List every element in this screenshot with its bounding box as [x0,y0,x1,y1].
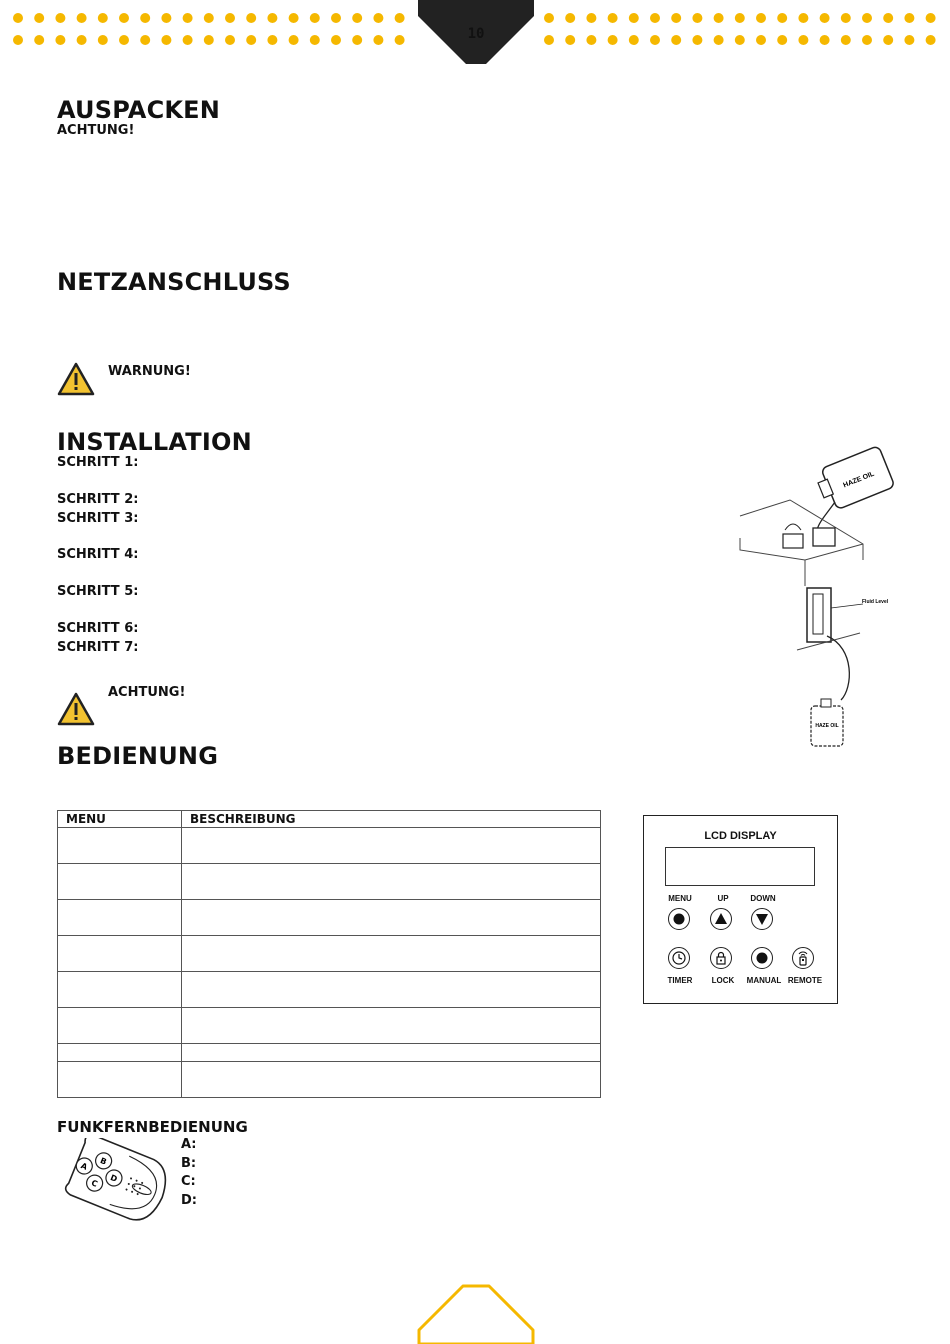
header-dot [586,35,596,45]
header-dot [13,13,23,23]
section-title-installation: INSTALLATION [57,428,252,456]
header-dot [820,13,830,23]
header-dot [373,13,383,23]
remote-button-label: REMOTE [787,976,823,985]
header-dot [225,13,235,23]
header-dot [310,13,320,23]
manual-button-label: MANUAL [746,976,782,985]
table-row [58,1008,601,1044]
header-dot [926,13,936,23]
up-button[interactable] [710,908,732,930]
install-step-7: SCHRITT 7: [57,640,139,655]
table-row [58,900,601,936]
menu-button-label: MENU [668,894,692,903]
down-button-label: DOWN [750,894,776,903]
header-dot [13,35,23,45]
header-dot [608,13,618,23]
remote-key-d: D: [181,1193,197,1208]
header-dot [289,35,299,45]
header-dot [777,13,787,23]
header-dot [77,13,87,23]
triangle-up-icon [715,913,727,925]
install-step-6: SCHRITT 6: [57,621,139,636]
header-dot [692,13,702,23]
triangle-down-icon [756,913,768,925]
header-dot [714,13,724,23]
install-step-4: SCHRITT 4: [57,547,139,562]
header-dot [565,35,575,45]
remote-control-illustration [58,1138,168,1228]
header-dot [395,13,405,23]
table-row [58,864,601,900]
page-number-badge [417,1284,535,1344]
header-dot [777,35,787,45]
remote-key-b: B: [181,1156,197,1171]
timer-icon [672,951,686,965]
page-number: 10 [467,26,485,42]
unpacking-caution-label: ACHTUNG! [57,123,135,138]
warning-triangle-icon [57,692,95,726]
section-title-power: NETZANSCHLUSS [57,268,291,296]
lcd-control-panel [643,815,838,1004]
header-dot [565,13,575,23]
table-row [58,828,601,864]
remote-button-c-letter: C [90,1178,99,1189]
header-dot [183,35,193,45]
install-step-5: SCHRITT 5: [57,584,139,599]
header-dot [841,35,851,45]
header-dot [862,13,872,23]
remote-key-c: C: [181,1174,196,1189]
table-row [58,972,601,1008]
power-warning-label: WARNUNG! [108,364,191,379]
lock-button-label: LOCK [711,976,735,985]
header-dot [714,35,724,45]
header-dot [161,13,171,23]
remote-key-a: A: [181,1137,197,1152]
header-dot [225,35,235,45]
header-dot [331,13,341,23]
header-dot [650,35,660,45]
lcd-screen [665,847,815,886]
header-dot [586,13,596,23]
header-dot [161,35,171,45]
section-title-remote: FUNKFERNBEDIENUNG [57,1118,248,1136]
header-dot [98,35,108,45]
bottle-bottom-label: HAZE OIL [815,723,839,729]
remote-icon [796,950,810,966]
install-step-1: SCHRITT 1: [57,455,139,470]
table-row [58,1044,601,1062]
warning-triangle-icon [57,362,95,396]
header-dot [183,13,193,23]
header-dot [544,13,554,23]
menu-button[interactable] [668,908,690,930]
install-step-3: SCHRITT 3: [57,511,139,526]
header-dot [352,13,362,23]
table-header-description: BESCHREIBUNG [182,811,601,828]
header-dot [289,13,299,23]
table-header-row [58,811,601,828]
timer-button[interactable] [668,947,690,969]
haze-oil-bottle-top [814,446,895,513]
header-dot [756,35,766,45]
header-dot [55,35,65,45]
header-dot [926,35,936,45]
header-dot [34,35,44,45]
header-dot [98,13,108,23]
down-button[interactable] [751,908,773,930]
header-dot [331,35,341,45]
section-title-operation: BEDIENUNG [57,742,219,770]
header-dot [798,35,808,45]
lcd-title: LCD DISPLAY [704,830,777,842]
header-dot [140,13,150,23]
header-dot [119,13,129,23]
header-dot [608,35,618,45]
remote-button-a-letter: A [79,1161,89,1172]
haze-oil-bottle-bottom [811,699,843,746]
header-dot [55,13,65,23]
remote-button-d-letter: D [108,1173,119,1184]
header-dot [246,13,256,23]
header-dot [373,35,383,45]
table-header-menu: MENU [58,811,182,828]
remote-button-b-letter: B [98,1156,108,1167]
header-dot [862,35,872,45]
header-dot [246,35,256,45]
header-dot [904,35,914,45]
header-dot [119,35,129,45]
fluid-level-label: Fluid Level [862,599,889,605]
lock-icon [714,951,728,965]
table-row [58,1062,601,1098]
timer-button-label: TIMER [667,976,693,985]
header-dot [629,35,639,45]
table-row [58,936,601,972]
header-dot [310,35,320,45]
bottle-top-label: HAZE OIL [842,470,876,490]
header-dot [204,13,214,23]
header-dot [841,13,851,23]
installation-illustration [735,438,900,753]
header-dot [883,13,893,23]
header-dot [204,35,214,45]
header-dot [544,35,554,45]
header-dot [735,13,745,23]
manual-button[interactable] [751,947,773,969]
header-dot [883,35,893,45]
header-dot [820,35,830,45]
menu-dot-icon [673,913,685,925]
header-dot [34,13,44,23]
menu-table [57,810,601,1098]
header-dot [352,35,362,45]
header-dot [671,35,681,45]
header-dot [395,35,405,45]
header-dot [798,13,808,23]
header-dot [77,35,87,45]
header-dot [756,13,766,23]
header-dot [140,35,150,45]
header-dot [267,35,277,45]
remote-button[interactable] [792,947,814,969]
header-dot [692,35,702,45]
header-dot [671,13,681,23]
install-step-2: SCHRITT 2: [57,492,139,507]
header-dot [735,35,745,45]
section-title-unpacking: AUSPACKEN [57,96,221,124]
header-dot [904,13,914,23]
header-dot [629,13,639,23]
manual-dot-icon [756,952,768,964]
header-dot [267,13,277,23]
header-dot [650,13,660,23]
lock-button[interactable] [710,947,732,969]
up-button-label: UP [717,894,729,903]
install-caution-label: ACHTUNG! [108,685,186,700]
